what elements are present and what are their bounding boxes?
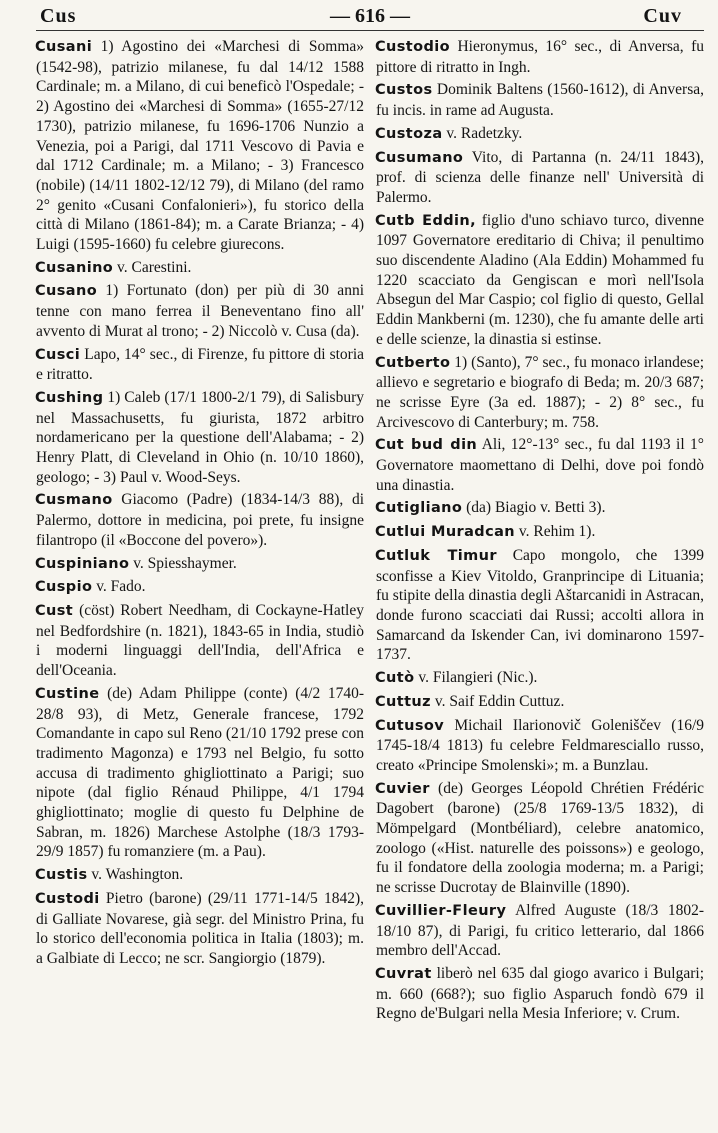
entry-text: v. Radetzky. [446,124,523,142]
entry-text: Pietro (barone) (29/11 1771-14/5 1842), di Galliate Novarese, già segr. del Ministro Prina, fu lo storico dell'economia politica in Italia (1803); m. a Galbiate di Lecco; ne scr. Sangiorgio (1879). [36,889,365,967]
entry-text: Dominik Baltens (1560-1612), di Anversa, fu incis. in rame ad Augusta. [376,81,704,120]
dictionary-entry [36,889,364,969]
entry-headword: Cuvrat [375,965,432,982]
entry-headword: Cusanino [35,259,114,276]
entry-headword: Cusano [35,283,98,300]
entry-text: v. Filangieri (Nic.). [418,669,538,687]
entry-headword: Cut bud din [375,437,478,454]
entry-headword: Custoza [375,125,443,142]
entry-headword: Cuspio [35,579,93,596]
entry-headword: Custine [35,685,100,702]
entry-headword: Cuvillier-Fleury [375,902,507,919]
dictionary-entry [376,692,704,713]
entry-headword: Cutb Eddin, [375,212,477,229]
entry-columns [36,37,704,1027]
dictionary-entry [376,546,704,665]
entry-text: v. Saif Eddin Cuttuz. [434,692,565,710]
dictionary-entry [376,353,704,433]
entry-headword: Cushing [35,389,104,406]
page-number: — 616 — [330,5,410,27]
entry-text: figlio d'uno schiavo turco, divenne 1097 Governatore ereditario di Chiva; il penultimo suo discendente Aladino (Ala Eddin) Mohammed fu 1220 scacciato da Gengiscan e morì nell'Isola Absegun del Mar Caspio; col figlio di questo, Gellal Eddin Mankberni (m. 1230), che fu amante delle arti e delle scienze, la dinastia si estinse. [376,211,704,348]
entry-headword: Cutberto [375,354,451,371]
entry-text: v. Spiesshaymer. [133,554,237,572]
left-column [36,37,364,1027]
entry-headword: Cutlui Muradcan [375,524,515,541]
dictionary-entry [36,601,364,681]
entry-text: (de) Georges Léopold Chrétien Frédéric Dagobert (barone) (25/8 1769-13/5 1832), di Mömpelgard (Montbéliard), celebre anatomico, zoologo («Hist. naturelle des poissons») e geologo, fu il fondatore della zoologia moderna; m. a Parigi; ne scrisse Ducrotay de Blainville (1890). [376,779,705,897]
entry-text: Ali, 12°-13° sec., fu dal 1193 il 1° Governatore maomettano di Delhi, dove poi fondò una dinastia. [376,436,704,494]
entry-headword: Cusmano [35,492,113,509]
entry-headword: Cust [35,602,74,619]
entry-headword: Cuspiniano [35,555,130,572]
entry-text: Capo mongolo, che 1399 sconfisse a Kiev Vitoldo, Granprincipe di Lituania; fu stipite della dinastia degli Aštarcanidi in Astracan, donde furono scacciati dai Russi; accolti allora in Samarcand da Iskender Can, ivi dominarono 1597-1737. [376,546,705,664]
entry-text: Lapo, 14° sec., di Firenze, fu pittore di storia e ritratto. [36,345,364,384]
entry-headword: Cutigliano [375,500,463,517]
entry-text: 1) Caleb (17/1 1800-2/1 79), di Salisbury nel Massachusetts, fu giurista, 1872 arbitro nordamericano per la questione dell'Alabama; - 2) Henry Platt, di Cleveland in Ohio (n. 10/10 1860), geologo; - 3) Paul v. Wood-Seys. [36,388,365,486]
dictionary-entry [376,522,704,543]
dictionary-entry [36,684,364,862]
dictionary-entry [36,258,364,279]
dictionary-entry [376,716,704,776]
dictionary-entry [376,37,704,77]
right-column [376,37,704,1027]
entry-headword: Custis [35,867,88,884]
entry-headword: Cusumano [375,149,464,166]
entry-headword: Cuttuz [375,693,431,710]
dictionary-entry [376,435,704,495]
entry-headword: Cutusov [375,717,445,734]
dictionary-entry [36,554,364,575]
dictionary-entry [36,865,364,886]
header-right-guide-word: Cuv [643,5,682,27]
entry-text: 1) (Santo), 7° sec., fu monaco irlandese; allievo e segretario e biografo di Beda; m. 20/3 687; ne scrisse Eyre (3a ed. 1887); - 2) 8° sec., fu Arcivescovo di Canterbury; m. 758. [376,353,705,431]
dictionary-entry [36,577,364,598]
entry-text: 1) Fortunato (don) per più di 30 anni tenne con mano ferrea il Beneventano fino all' avvento di Murat al trono; - 2) Niccolò v. Cusa (da). [36,282,364,340]
running-header [36,4,704,31]
dictionary-entry [36,388,364,488]
dictionary-entry [36,345,364,385]
entry-text: v. Carestini. [117,258,192,276]
entry-text: (da) Biagio v. Betti 3). [466,499,606,517]
dictionary-entry [376,211,704,350]
entry-text: Alfred Auguste (18/3 1802-18/10 87), di Parigi, fu critico letterario, dal 1866 membro dell'Accad. [376,901,705,960]
dictionary-entry [36,281,364,341]
entry-text: v. Rehim 1). [518,523,596,541]
dictionary-entry [36,490,364,550]
entry-headword: Custos [375,82,433,99]
dictionary-entry [376,148,704,208]
dictionary-entry [36,37,364,255]
entry-headword: Cutluk Timur [375,547,497,564]
entry-headword: Custodi [35,890,100,907]
entry-headword: Custodio [375,39,450,55]
dictionary-entry [376,901,704,961]
entry-text: Hieronymus, 16° sec., di Anversa, fu pittore di ritratto in Ingh. [376,38,704,76]
dictionary-entry [376,668,704,689]
entry-text: Michail Ilarionovič Goleniščev (16/9 1745-18/4 1813) fu celebre Feldmaresciallo russo, creato «Principe Smolenski»; m. a Bunzlau. [376,716,704,774]
entry-text: (de) Adam Philippe (conte) (4/2 1740-28/8 93), di Metz, Generale francese, 1792 Comandante in capo sul Reno (21/10 1792 prese con tradimento Magonza) e 1793 nel Belgio, fu sotto accusa di tradimento ghigliottinato a Parigi; suo nipote (dal figlio Rénaud Philippe, 4/1 1794 ghigliottinato; moglie di questo fu Delphine de Sabran, m. 1826) Marchese Astolphe (18/3 1793-29/9 1857) fu romanziere (m. a Pau). [36,684,365,861]
dictionary-entry [376,124,704,145]
entry-headword: Cusci [35,346,81,363]
entry-text: 1) Agostino dei «Marchesi di Somma» (1542-98), patrizio milanese, fu dal 14/12 1588 Cardinale; m. a Milano, di cui beneficò l'Ospedale; - 2) Agostino dei «Marchesi di Somma» (1655-27/12 1730), patrizio milanese, fu 1696-1706 Nunzio a Venezia, poi a Parigi, dal 1711 Vescovo di Pavia e dal 1712 Cardinale; m. a Milano; - 3) Francesco (nobile) (14/11 1802-12/12 79), di Milano (del ramo 2° genito «Cusani Confalonieri»), fu storico della città di Milano (1861-84); m. a Carate Brianza; - 4) Luigi (1595-1660) fu celebre giurecons. [36,38,365,254]
dictionary-entry [376,964,704,1024]
entry-headword: Cuvier [375,780,430,797]
entry-text: Giacomo (Padre) (1834-14/3 88), di Palermo, dottore in medicina, poi prete, fu insigne filantropo (il «Boccone del povero»). [36,491,364,549]
entry-text: Vito, di Partanna (n. 24/11 1843), prof. di scienza delle finanze nell' Università di Palermo. [376,148,704,206]
dictionary-entry [376,498,704,519]
entry-text: liberò nel 635 dal giogo avarico i Bulgari; m. 660 (668?); suo figlio Asparuch fondò 679 il Regno de'Bulgari nella Mesia Inferiore; v. Crum. [376,964,705,1023]
dictionary-entry [376,80,704,120]
entry-text: v. Washington. [91,866,184,884]
entry-text: v. Fado. [96,578,146,596]
dictionary-entry [376,779,704,898]
entry-headword: Cusani [35,39,93,55]
entry-text: (cöst) Robert Needham, di Cockayne-Hatley nel Bedfordshire (n. 1821), 1843-65 in India, studiò i moderni linguaggi dell'India, dell'Africa e dell'Oceania. [36,601,364,680]
header-left-guide-word: Cus [40,5,77,27]
entry-headword: Cutò [375,670,415,687]
